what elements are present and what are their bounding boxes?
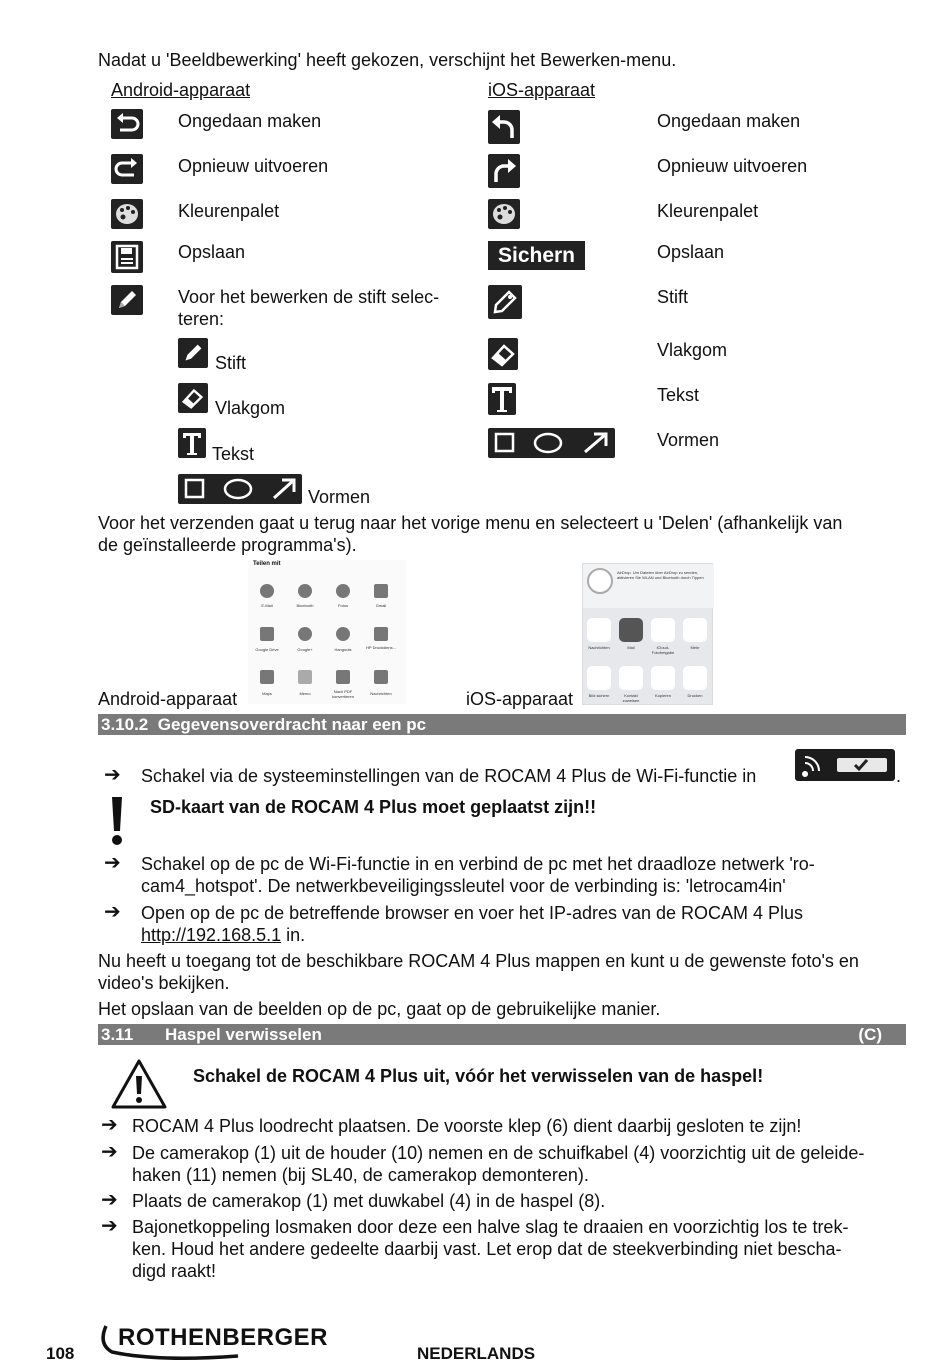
step-text: Schakel via de systeeminstellingen van de ROCAM 4 Plus de Wi-Fi-functie in <box>141 766 757 786</box>
app-label: Google Drive <box>255 647 279 652</box>
print-icon <box>683 666 707 690</box>
shapes-icon <box>178 474 302 504</box>
undo-icon <box>488 110 520 144</box>
sichern-button: Sichern <box>488 241 585 270</box>
wifi-toggle <box>795 749 895 781</box>
section-heading <box>98 714 906 735</box>
app-label: Nachrichten <box>588 645 610 650</box>
gmail-app-icon <box>374 584 388 598</box>
android-item-label: Voor het bewerken de stift selec- <box>178 287 440 307</box>
app-label: Memo <box>299 691 311 696</box>
section-title: Haspel verwisselen <box>165 1025 322 1044</box>
android-item-label: Opslaan <box>178 242 246 262</box>
ios-share-screenshot <box>582 563 713 705</box>
arrow-right-icon: ➔ <box>104 852 121 874</box>
arrow-right-icon: ➔ <box>104 901 121 923</box>
action-label: Bild sichern <box>588 693 610 698</box>
text-icon <box>178 428 206 458</box>
android-subitem-label: Tekst <box>212 444 255 464</box>
arrow-right-icon: ➔ <box>104 764 121 786</box>
exclamation-icon <box>110 795 124 847</box>
app-label: iCloud-Fotofreigabe <box>651 645 675 655</box>
step-text-line <box>141 924 305 946</box>
email-app-icon <box>260 584 274 598</box>
android-share-screenshot <box>248 560 406 704</box>
android-share-title: Teilen mit <box>253 561 281 567</box>
share-android-label: Android-apparaat <box>98 689 238 709</box>
palette-icon <box>488 199 520 229</box>
google-plus-app-icon <box>298 627 312 641</box>
shapes-icon <box>488 428 615 458</box>
paragraph-line: video's bekijken. <box>98 973 230 993</box>
printer-app-icon <box>374 627 388 641</box>
copy-icon <box>651 666 675 690</box>
contact-icon <box>619 666 643 690</box>
ios-item-label: Tekst <box>657 385 700 405</box>
redo-icon <box>488 154 520 188</box>
photos-app-icon <box>336 584 350 598</box>
android-item-label: Kleurenpalet <box>178 201 280 221</box>
ios-item-label: Kleurenpalet <box>657 201 759 221</box>
step-text-end: . <box>896 766 902 786</box>
action-label: Drucken <box>687 693 703 698</box>
arrow-right-icon: ➔ <box>101 1189 118 1211</box>
pdf-app-icon <box>336 670 350 684</box>
app-label: Bluetooth <box>296 603 314 608</box>
section-heading <box>98 1024 906 1045</box>
ios-heading: iOS-apparaat <box>488 80 596 100</box>
android-subitem-label: Vlakgom <box>215 398 286 418</box>
bluetooth-app-icon <box>298 584 312 598</box>
warning-text: Schakel de ROCAM 4 Plus uit, vóór het verwisselen van de haspel! <box>193 1066 764 1086</box>
step-text: digd raakt! <box>132 1261 217 1281</box>
android-heading: Android-apparaat <box>111 80 251 100</box>
brand-name: ROTHENBERGER <box>118 1324 329 1351</box>
text-icon <box>488 383 516 415</box>
hangouts-app-icon <box>336 627 350 641</box>
ios-item-label: Ongedaan maken <box>657 111 801 131</box>
app-label: Gmail <box>375 603 387 608</box>
share-text-line: de geïnstalleerde programma's). <box>98 535 357 555</box>
arrow-right-icon: ➔ <box>101 1141 118 1163</box>
android-subitem-label: Stift <box>215 353 247 373</box>
app-label: Fotos <box>337 603 348 608</box>
airdrop-text: AirDrop. Um Dateien über AirDrop zu senden, aktivieren Sie WLAN und Bluetooth durch Tippen <box>617 570 704 580</box>
share-ios-label: iOS-apparaat <box>466 689 574 709</box>
android-item-label: Opnieuw uitvoeren <box>178 156 329 176</box>
messages-app-icon <box>587 618 611 642</box>
step-text: Open op de pc de betreffende browser en voer het IP-adres van de ROCAM 4 Plus <box>141 903 804 923</box>
app-label: Nach PDF konvertieren <box>331 689 354 699</box>
ip-address-link[interactable]: http://192.168.5.1 <box>141 925 282 945</box>
app-label: Google+ <box>297 647 313 652</box>
eraser-icon <box>488 338 518 370</box>
step-text: Bajonetkoppeling losmaken door deze een halve slag te draaien en voorzichtig los te trek- <box>132 1217 849 1237</box>
intro-text: Nadat u 'Beeldbewerking' heeft gekozen, verschijnt het Bewerken-menu. <box>98 50 677 70</box>
action-label: Kontakt zuweisen <box>622 693 640 703</box>
pen-icon <box>111 285 143 315</box>
warning-text: SD-kaart van de ROCAM 4 Plus moet geplaatst zijn!! <box>150 797 597 817</box>
section-number: 3.11 <box>101 1025 134 1044</box>
maps-app-icon <box>260 670 274 684</box>
step-text: Schakel op de pc de Wi-Fi-functie in en verbind de pc met het draadloze netwerk 'ro- <box>141 854 815 874</box>
step-text: ken. Houd het andere gedeelte daarbij vast. Let erop dat de steekverbinding niet bescha- <box>132 1239 842 1259</box>
pen-icon <box>178 338 208 368</box>
step-text: De camerakop (1) uit de houder (10) nemen en de schuifkabel (4) voorzichtig uit de geleide- <box>132 1143 865 1163</box>
footer-language: NEDERLANDS <box>417 1344 536 1363</box>
section-tag: (C) <box>858 1025 882 1044</box>
ios-item-label: Vlakgom <box>657 340 728 360</box>
step-text-end: in. <box>281 925 306 945</box>
ios-item-label: Vormen <box>657 430 720 450</box>
photos-app-icon <box>651 618 675 642</box>
app-label: HP Druckdiens... <box>366 645 396 650</box>
rothenberger-logo <box>98 1322 348 1362</box>
ios-item-label: Stift <box>657 287 689 307</box>
step-text: cam4_hotspot'. De netwerkbeveiligingssleutel voor de verbinding is: 'letrocam4in' <box>141 876 786 896</box>
undo-icon <box>111 109 143 139</box>
app-label: Mail <box>627 645 635 650</box>
android-subitem-label: Vormen <box>308 487 371 507</box>
pen-icon <box>488 285 522 319</box>
ios-item-label: Opslaan <box>657 242 725 262</box>
eraser-icon <box>178 383 208 413</box>
memo-app-icon <box>298 670 312 684</box>
step-text: ROCAM 4 Plus loodrecht plaatsen. De voorste klep (6) dient daarbij gesloten te zijn! <box>132 1116 802 1136</box>
paragraph-line: Nu heeft u toegang tot de beschikbare ROCAM 4 Plus mappen en kunt u de gewenste foto's en <box>98 951 859 971</box>
app-label: Maps <box>262 691 272 696</box>
page-number: 108 <box>46 1344 75 1363</box>
share-text-line: Voor het verzenden gaat u terug naar het vorige menu en selecteert u 'Delen' (afhankelijk van <box>98 513 843 533</box>
save-icon <box>111 241 143 273</box>
app-label: Mehr <box>690 645 700 650</box>
messages-app-icon <box>374 670 388 684</box>
step-text: haken (11) nemen (bij SL40, de camerakop demonteren). <box>132 1165 589 1185</box>
palette-icon <box>111 199 143 229</box>
app-label: Hangouts <box>334 647 352 652</box>
paragraph-line: Het opslaan van de beelden op de pc, gaat op de gebruikelijke manier. <box>98 999 661 1019</box>
more-app-icon <box>683 618 707 642</box>
app-label: Nachrichten <box>370 691 392 696</box>
arrow-right-icon: ➔ <box>101 1215 118 1237</box>
app-label: E-Mail <box>261 603 273 608</box>
section-title: Gegevensoverdracht naar een pc <box>157 715 427 734</box>
android-item-label: Ongedaan maken <box>178 111 322 131</box>
drive-app-icon <box>260 627 274 641</box>
mail-app-icon <box>619 618 643 642</box>
airdrop-icon <box>587 568 613 594</box>
warning-triangle-icon <box>110 1058 168 1110</box>
save-image-icon <box>587 666 611 690</box>
section-number: 3.10.2 <box>101 715 149 734</box>
step-text: Plaats de camerakop (1) met duwkabel (4) in de haspel (8). <box>132 1191 606 1211</box>
arrow-right-icon: ➔ <box>101 1114 118 1136</box>
action-label: Kopieren <box>654 693 671 698</box>
android-item-label-cont: teren: <box>178 309 225 329</box>
ios-item-label: Opnieuw uitvoeren <box>657 156 808 176</box>
redo-icon <box>111 154 143 184</box>
